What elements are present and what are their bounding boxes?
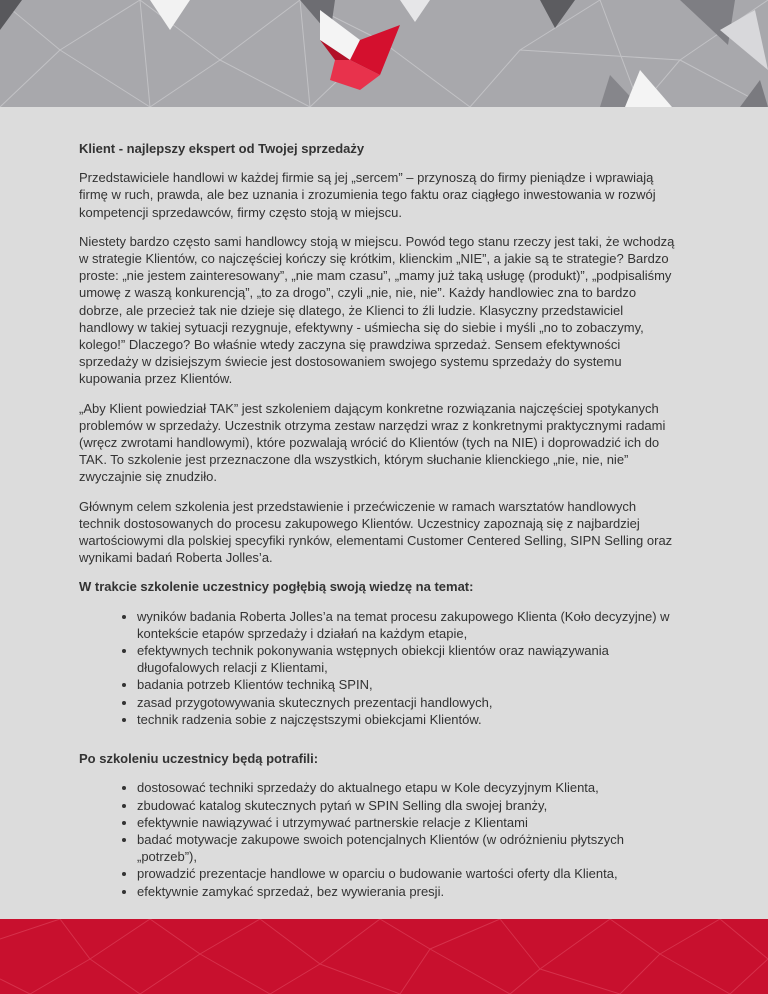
list-item: • wyników badania Roberta Jolles’a na temat procesu zakupowego Klienta (Koło decyzyjne) w kontekście etapów sprzedaży i działań na każdym etapie, (137, 608, 679, 642)
document-body (79, 140, 679, 900)
list-item: • zbudować katalog skutecznych pytań w SPIN Selling dla swojej branży, (137, 797, 679, 814)
list-item: • zasad przygotowywania skutecznych prezentacji handlowych, (137, 694, 679, 711)
list-item: • prowadzić prezentacje handlowe w oparciu o budowanie wartości oferty dla Klienta, (137, 865, 679, 882)
paragraph: „Aby Klient powiedział TAK” jest szkoleniem dającym konkretne rozwiązania najczęściej spotykanych problemów w sprzedaży. Uczestnik otrzyma zestaw narzędzi wraz z konkretnymi praktycznymi radami (wręcz zwrotami handlowymi), które pozwalają wrócić do Klientów (tych na NIE) i doprowadzić ich do TAK. To szkolenie jest przeznaczone dla wszystkich, którym słuchanie klienckiego „nie, nie, nie” zwyczajnie się znudziło. (79, 400, 666, 485)
list-item: • badania potrzeb Klientów techniką SPIN, (137, 676, 679, 693)
list-item: • efektywnie nawiązywać i utrzymywać partnerskie relacje z Klientami (137, 814, 679, 831)
list-item: • dostosować techniki sprzedaży do aktualnego etapu w Kole decyzyjnym Klienta, (137, 779, 679, 796)
section-heading-knowledge: W trakcie szkolenie uczestnicy pogłębią swoją wiedzę na temat: (79, 579, 474, 595)
list-item: • badać motywacje zakupowe swoich potencjalnych Klientów (w odróżnieniu płytszych „potrzeb”), (137, 831, 679, 865)
bullet-list-knowledge (79, 608, 679, 728)
paragraph: Przedstawiciele handlowi w każdej firmie są jej „sercem” – przynoszą do firmy pieniądze i wprawiają firmę w ruch, prawda, ale bez uznania i zrozumienia tego faktu oraz ciągłego inwestowania w rozwój kompetencji sprzedawców, firmy często stoją w miejscu. (79, 170, 656, 220)
header-banner (0, 0, 768, 107)
list-item: • efektywnych technik pokonywania wstępnych obiekcji klientów oraz nawiązywania długofalowych relacji z Klientami, (137, 642, 679, 676)
list-item: • efektywnie zamykać sprzedaż, bez wywierania presji. (137, 883, 679, 900)
list-item: • technik radzenia sobie z najczęstszymi obiekcjami Klientów. (137, 711, 679, 728)
paragraph: Niestety bardzo często sami handlowcy stoją w miejscu. Powód tego stanu rzeczy jest taki, że wchodzą w strategie Klientów, co najczęściej kończy się krótkim, klienckim „NIE”, a jakie są te strategie? Bardzo proste: „nie jestem zainteresowany”, „nie mam czasu”, „mamy już taką usługę (produkt)”, „podpisaliśmy umowę z waszą konkurencją”, „to za drogo”, czyli „nie, nie, nie”. Każdy handlowiec zna to bardzo dobrze, ale przecież tak nie dzieje się dlatego, że Klienci to źli ludzie. Klasyczny przedstawiciel handlowy w takiej sytuacji rezygnuje, efektywny - uśmiecha się do siebie i myśli „no to zobaczymy, kolego!” Dlaczego? Bo właśnie wtedy zaczyna się prawdziwa sprzedaż. Sensem efektywności sprzedaży w dzisiejszym świecie jest dostosowaniem swojego systemu sprzedaży do systemu kupowania przez Klientów. (79, 233, 675, 387)
footer-banner (0, 919, 768, 994)
bullet-list-skills (79, 779, 679, 899)
paragraph: Głównym celem szkolenia jest przedstawienie i przećwiczenie w ramach warsztatów handlowych technik dostosowanych do procesu zakupowego Klientów. Uczestnicy zapoznają się z najbardziej wartościowymi dla polskiej specyfiki rynków, elementami Customer Centered Selling, SIPN Selling oraz wynikami badań Roberta Jolles’a. (79, 498, 673, 566)
section-heading-skills: Po szkoleniu uczestnicy będą potrafili: (79, 751, 319, 767)
document-title: Klient - najlepszy ekspert od Twojej sprzedaży (79, 141, 365, 156)
